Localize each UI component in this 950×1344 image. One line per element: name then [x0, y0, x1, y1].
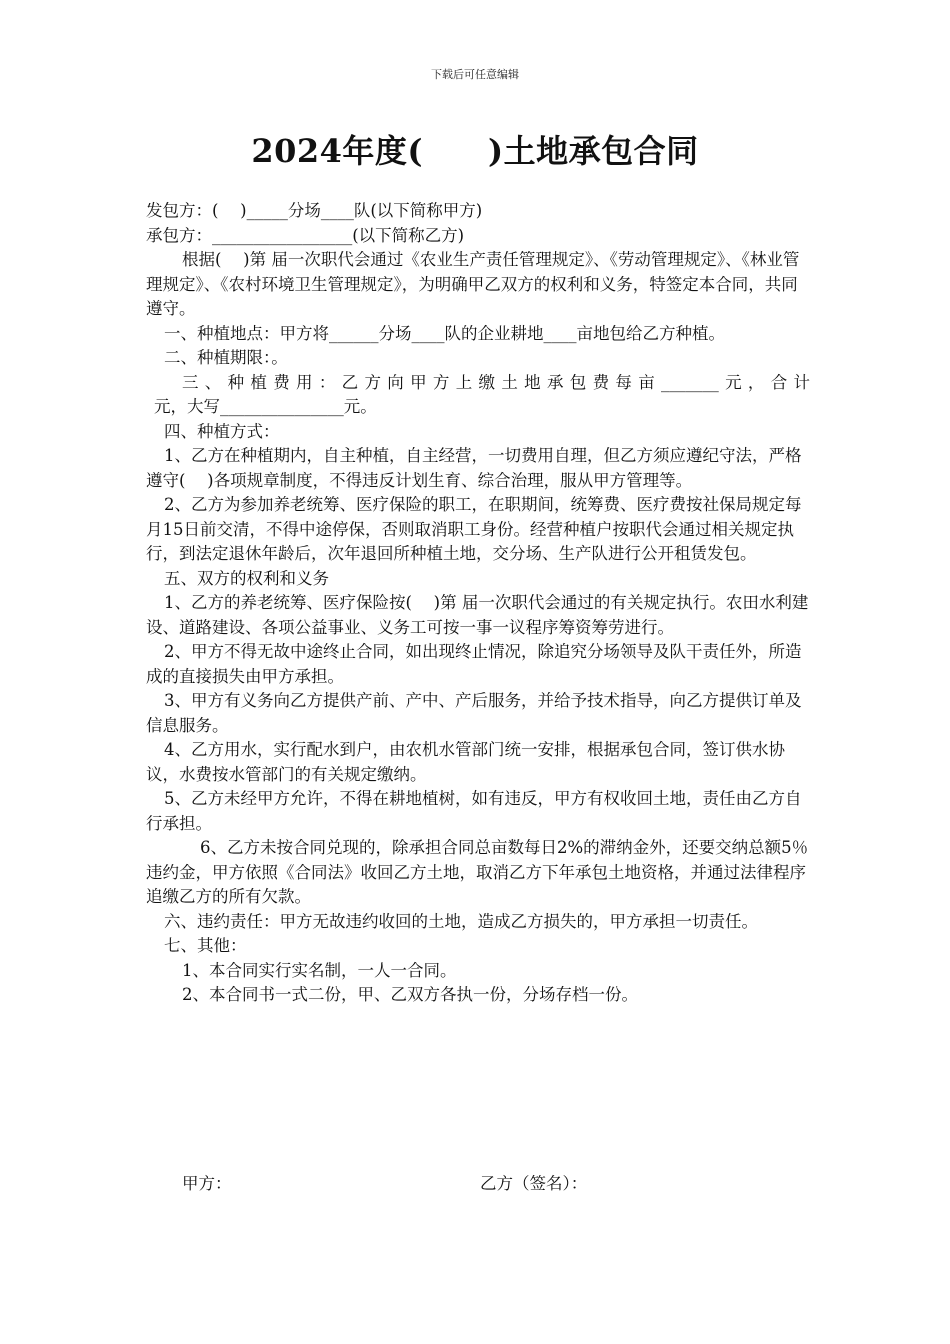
- clause-5-item-2: 2、甲方不得无故中途终止合同，如出现终止情况，除追究分场领导及队干责任外，所造成的直接损失由甲方承担。: [146, 642, 802, 686]
- clause-5-item-3: 3、甲方有义务向乙方提供产前、产中、产后服务，并给予技术指导，向乙方提供订单及信息服务。: [146, 691, 802, 735]
- party-b-signature-label: 乙方（签名）：: [480, 1174, 588, 1193]
- clause-4-item-1: 1、乙方在种植期内，自主种植，自主经营，一切费用自理，但乙方须应遵纪守法，严格遵守( )各项规章制度，不得违反计划生育、综合治理，服从甲方管理等。: [146, 446, 802, 490]
- preamble-end: 遵守。: [146, 299, 196, 318]
- clause-5-item-5: 5、乙方未经甲方允许，不得在耕地植树，如有违反，甲方有权收回土地，责任由乙方自行承担。: [146, 789, 802, 833]
- party-a-signature-label: 甲方：: [182, 1174, 232, 1193]
- clause-3-fee: 三、种植费用：乙方向甲方上缴土地承包费每亩_______元，合计: [182, 372, 810, 392]
- clause-5-item-6: 6、乙方未按合同兑现的，除承担合同总亩数每日2%的滞纳金外，还要交纳总额5％违约金，甲方依照《合同法》收回乙方土地，取消乙方下年承包土地资格，并通过法律程序追缴乙方的所有欠款。: [146, 838, 809, 906]
- header-note: 下载后可任意编辑: [431, 68, 519, 81]
- contract-body: [146, 199, 810, 1008]
- clause-5-item-1: 1、乙方的养老统筹、医疗保险按( )第 届一次职代会通过的有关规定执行。农田水利建设、道路建设、各项公益事业、义务工可按一事一议程序筹资筹劳进行。: [146, 593, 809, 637]
- clause-5-heading: 五、双方的权利和义务: [164, 568, 329, 588]
- clause-2-term: 二、种植期限：。: [164, 348, 288, 367]
- clause-6-liability: 六、违约责任：甲方无故违约收回的土地，造成乙方损失的，甲方承担一切责任。: [164, 911, 758, 931]
- clause-7-item-1: 1、本合同实行实名制，一人一合同。: [182, 960, 457, 980]
- clause-4-item-2: 2、乙方为参加养老统筹、医疗保险的职工，在职期间，统筹费、医疗费按社保局规定每月15日前交清，不得中途停保，否则取消职工身份。经营种植户按职代会通过相关规定执行，到法定退休年龄后，次年退回所种植土地，交分场、生产队进行公开租赁发包。: [146, 495, 802, 563]
- preamble-paragraph: 根据( )第 届一次职代会通过《农业生产责任管理规定》、《劳动管理规定》、《林业管理规定》、《农村环境卫生管理规定》，为明确甲乙双方的权利和义务，特签定本合同，共同: [146, 250, 800, 294]
- contract-title: 2024年度( )土地承包合同: [251, 132, 699, 170]
- clause-7-heading: 七、其他：: [164, 936, 247, 955]
- employer-line: 发包方：( )_____分场____队(以下简称甲方): [146, 201, 483, 220]
- clause-4-heading: 四、种植方式：: [164, 421, 280, 441]
- contractor-line: 承包方：_________________(以下简称乙方): [146, 225, 465, 245]
- clause-5-item-4: 4、乙方用水，实行配水到户，由农机水管部门统一安排，根据承包合同，签订供水协议，水费按水管部门的有关规定缴纳。: [146, 740, 785, 784]
- clause-1-location: 一、种植地点：甲方将______分场____队的企业耕地____亩地包给乙方种植。: [164, 323, 725, 343]
- clause-3-fee-continued: 元，大写_______________元。: [154, 397, 377, 416]
- clause-7-item-2: 2、本合同书一式二份，甲、乙双方各执一份，分场存档一份。: [182, 985, 638, 1004]
